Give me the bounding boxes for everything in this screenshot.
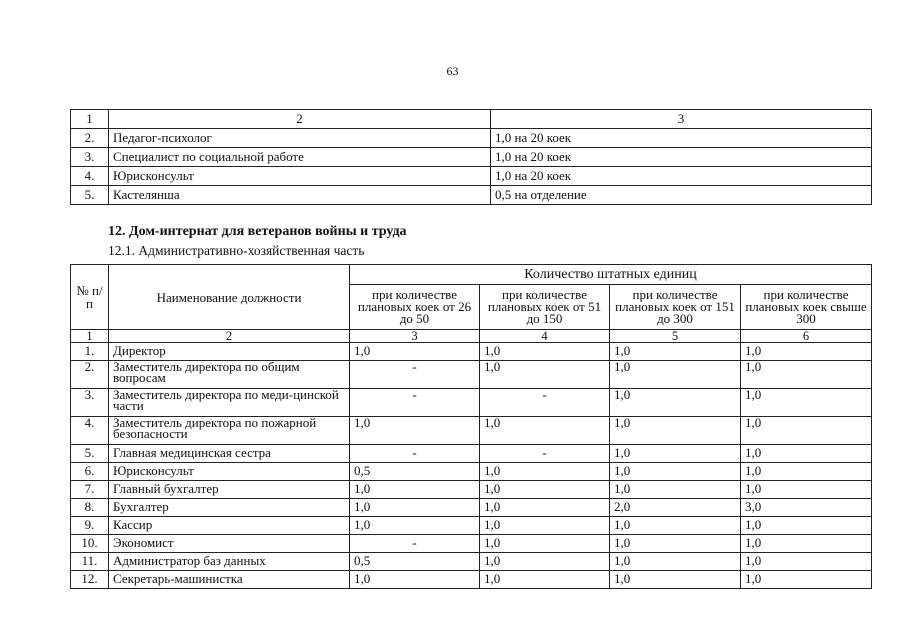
row-number: 5.: [71, 445, 109, 463]
table-row: [71, 499, 872, 517]
value-cell: 1,0: [610, 445, 741, 463]
value-cell: 1,0: [741, 553, 872, 571]
col-number-header: № п/п: [71, 265, 109, 330]
position-name: Администратор баз данных: [109, 553, 350, 571]
col-name-header: Наименование должности: [109, 265, 350, 330]
table-row: [71, 535, 872, 553]
row-number: 9.: [71, 517, 109, 535]
value-cell: 1,0: [610, 571, 741, 589]
subheader-over-300: при количестве плановых коек свыше 300: [741, 284, 872, 329]
value-cell: 1,0: [741, 517, 872, 535]
column-number: 1: [71, 110, 109, 129]
value-cell: 1,0: [610, 535, 741, 553]
position-name: Заместитель директора по пожарной безопасности: [109, 417, 350, 445]
table-row: [71, 148, 872, 167]
value-cell: -: [480, 445, 610, 463]
value-cell: 1,0: [741, 571, 872, 589]
value-cell: 1,0: [610, 343, 741, 361]
column-number: 5: [610, 330, 741, 343]
page-number: 63: [446, 64, 459, 78]
value-cell: 1,0: [610, 361, 741, 389]
column-number: 6: [741, 330, 872, 343]
column-number: 4: [480, 330, 610, 343]
column-number: 3: [350, 330, 480, 343]
row-number: 3.: [71, 148, 109, 167]
row-number: 6.: [71, 463, 109, 481]
value-cell: 1,0: [610, 417, 741, 445]
value-cell: 1,0: [480, 571, 610, 589]
position-name: Кастелянша: [109, 186, 491, 205]
value-cell: 1,0: [480, 553, 610, 571]
subsection-title: 12.1. Административно-хозяйственная часть: [108, 243, 365, 258]
table-row: [71, 361, 872, 389]
value-cell: 1,0: [350, 517, 480, 535]
row-number: 4.: [71, 417, 109, 445]
value-cell: 1,0: [350, 571, 480, 589]
row-number: 2.: [71, 129, 109, 148]
row-number: 8.: [71, 499, 109, 517]
staff-norm: 0,5 на отделение: [491, 186, 872, 205]
subheader-151-300: при количестве плановых коек от 151 до 300: [610, 284, 741, 329]
table-row: [71, 517, 872, 535]
value-cell: 1,0: [480, 499, 610, 517]
table-row: [71, 389, 872, 417]
position-name: Кассир: [109, 517, 350, 535]
column-number: 3: [491, 110, 872, 129]
group-header: Количество штатных единиц: [350, 265, 872, 285]
value-cell: -: [350, 445, 480, 463]
subheader-26-50: при количестве плановых коек от 26 до 50: [350, 284, 480, 329]
section-title: 12. Дом-интернат для ветеранов войны и труда: [108, 224, 407, 239]
value-cell: 1,0: [741, 481, 872, 499]
value-cell: 1,0: [741, 343, 872, 361]
value-cell: 1,0: [610, 517, 741, 535]
value-cell: 1,0: [480, 517, 610, 535]
table-row: [71, 463, 872, 481]
value-cell: 1,0: [610, 389, 741, 417]
column-number-row: [71, 330, 872, 343]
staff-norm: 1,0 на 20 коек: [491, 148, 872, 167]
position-name: Специалист по социальной работе: [109, 148, 491, 167]
value-cell: 1,0: [480, 481, 610, 499]
column-number: 2: [109, 110, 491, 129]
table-row: [71, 481, 872, 499]
value-cell: -: [350, 389, 480, 417]
table-row: [71, 167, 872, 186]
value-cell: 1,0: [350, 417, 480, 445]
table-row: [71, 445, 872, 463]
value-cell: 1,0: [350, 343, 480, 361]
position-name: Бухгалтер: [109, 499, 350, 517]
top-staffing-table: [70, 109, 872, 205]
row-number: 1.: [71, 343, 109, 361]
value-cell: 1,0: [480, 417, 610, 445]
staff-norm: 1,0 на 20 коек: [491, 129, 872, 148]
table-row: [71, 571, 872, 589]
row-number: 4.: [71, 167, 109, 186]
value-cell: -: [350, 361, 480, 389]
value-cell: 1,0: [741, 361, 872, 389]
value-cell: 1,0: [480, 361, 610, 389]
column-number: 2: [109, 330, 350, 343]
row-number: 2.: [71, 361, 109, 389]
value-cell: 1,0: [741, 535, 872, 553]
staff-norm: 1,0 на 20 коек: [491, 167, 872, 186]
main-staffing-table: [70, 264, 872, 589]
value-cell: 0,5: [350, 463, 480, 481]
row-number: 3.: [71, 389, 109, 417]
subheader-51-150: при количестве плановых коек от 51 до 150: [480, 284, 610, 329]
row-number: 10.: [71, 535, 109, 553]
value-cell: 1,0: [350, 481, 480, 499]
position-name: Юрисконсульт: [109, 463, 350, 481]
value-cell: 1,0: [350, 499, 480, 517]
position-name: Секретарь-машинистка: [109, 571, 350, 589]
value-cell: 1,0: [741, 389, 872, 417]
position-name: Экономист: [109, 535, 350, 553]
row-number: 5.: [71, 186, 109, 205]
header-row: [71, 265, 872, 285]
value-cell: 1,0: [741, 445, 872, 463]
table-row: [71, 343, 872, 361]
value-cell: 3,0: [741, 499, 872, 517]
position-name: Заместитель директора по общим вопросам: [109, 361, 350, 389]
value-cell: -: [350, 535, 480, 553]
position-name: Главный бухгалтер: [109, 481, 350, 499]
value-cell: -: [480, 389, 610, 417]
position-name: Юрисконсульт: [109, 167, 491, 186]
position-name: Директор: [109, 343, 350, 361]
position-name: Главная медицинская сестра: [109, 445, 350, 463]
position-name: Заместитель директора по меди-цинской части: [109, 389, 350, 417]
table-row: [71, 129, 872, 148]
column-number-row: [71, 110, 872, 129]
table-row: [71, 553, 872, 571]
value-cell: 2,0: [610, 499, 741, 517]
table-row: [71, 186, 872, 205]
value-cell: 1,0: [610, 553, 741, 571]
value-cell: 1,0: [480, 535, 610, 553]
row-number: 12.: [71, 571, 109, 589]
row-number: 11.: [71, 553, 109, 571]
value-cell: 1,0: [610, 463, 741, 481]
value-cell: 1,0: [741, 463, 872, 481]
value-cell: 0,5: [350, 553, 480, 571]
position-name: Педагог-психолог: [109, 129, 491, 148]
value-cell: 1,0: [741, 417, 872, 445]
value-cell: 1,0: [610, 481, 741, 499]
value-cell: 1,0: [480, 343, 610, 361]
column-number: 1: [71, 330, 109, 343]
table-row: [71, 417, 872, 445]
row-number: 7.: [71, 481, 109, 499]
value-cell: 1,0: [480, 463, 610, 481]
